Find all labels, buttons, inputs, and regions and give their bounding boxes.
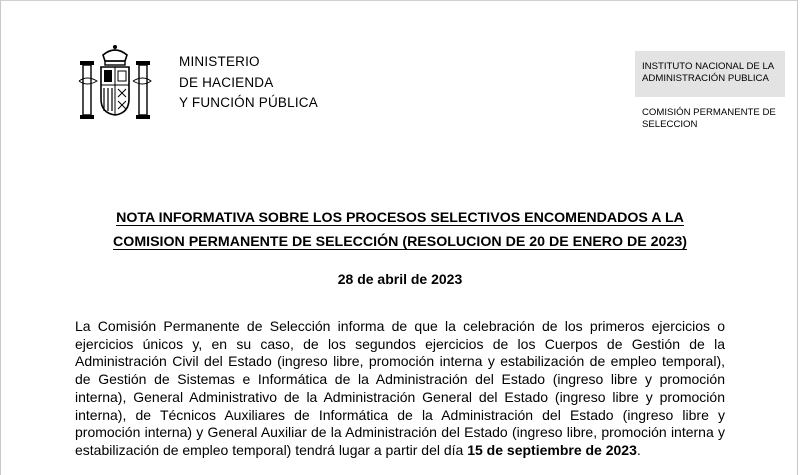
document-date: 28 de abril de 2023 xyxy=(337,271,463,287)
title-line: NOTA INFORMATIVA SOBRE LOS PROCESOS SELECTIVOS ENCOMENDADOS A LA xyxy=(116,210,684,226)
body-paragraph xyxy=(75,318,725,460)
ministry-name xyxy=(179,52,318,114)
document-title xyxy=(1,206,799,254)
body-highlight-date: 15 de septiembre de 2023 xyxy=(467,441,637,458)
institute-line: INSTITUTO NACIONAL DE LA xyxy=(642,61,775,72)
body-end: . xyxy=(636,441,641,458)
commission-line: COMISIÓN PERMANENTE DE xyxy=(642,107,776,118)
ministry-line: DE HACIENDA xyxy=(179,74,274,90)
ministry-line: Y FUNCIÓN PÚBLICA xyxy=(179,95,318,110)
coat-of-arms-icon xyxy=(75,41,155,125)
title-line: COMISION PERMANENTE DE SELECCIÓN (RESOLUCION DE 20 DE ENERO DE 2023) xyxy=(113,234,687,250)
body-text: La Comisión Permanente de Selección informa de que la celebración de los primeros ejercicios o ejercicios únicos y, en su caso, de los segundos ejercicios de los Cuerpos de Gestión de la Administración Civil del Estado (ingreso libre, promoción interna y estabilización de empleo temporal), de Gestión de Sistemas e Informática de la Administración del Estado (ingreso libre y promoción interna), General Administrativo de la Administración General del Estado (ingreso libre y promoción interna), de Técnicos Auxiliares de Informática de la Administración del Estado (ingreso libre y promoción interna) y General Auxiliar de la Administración del Estado (ingreso libre, promoción interna y estabilización de empleo temporal) tendrá lugar a partir del día xyxy=(75,318,725,458)
institute-line: ADMINISTRACIÓN PUBLICA xyxy=(642,72,769,84)
institute-box xyxy=(635,51,785,97)
commission-label xyxy=(642,107,776,130)
commission-line: SELECCION xyxy=(642,118,698,130)
ministry-line: MINISTERIO xyxy=(179,54,260,69)
